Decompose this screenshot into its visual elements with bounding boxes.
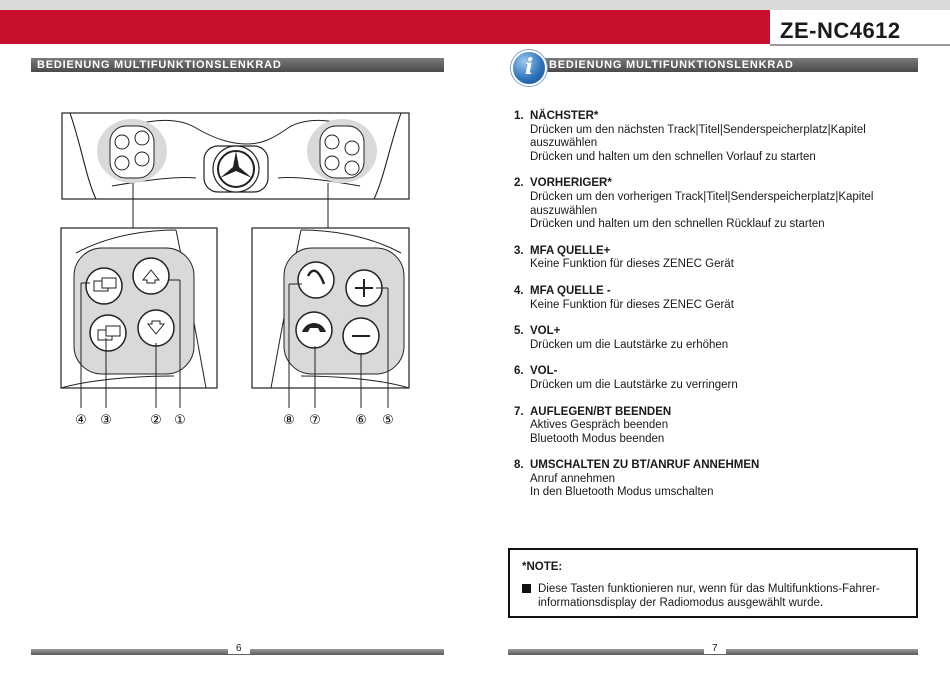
list-item: 5. VOL+ Drücken um die Lautstärke zu erhöhen [514, 325, 729, 351]
wheel-overview [62, 113, 409, 228]
note-text-line-1: Diese Tasten funktionieren nur, wenn für das Multifunktions-Fahrer- [538, 583, 880, 595]
note-box [508, 548, 918, 618]
top-bar [0, 0, 950, 10]
function-list [514, 110, 914, 513]
left-page-number: 6 [228, 643, 250, 654]
callout-5: ⑤ [382, 413, 394, 428]
answer-call-button [298, 262, 334, 298]
note-text-line-2: informationsdisplay der Radiomodus ausgewählt wurde. [538, 597, 824, 609]
header-rule [770, 44, 950, 46]
model-name: ZE-NC4612 [780, 18, 901, 43]
bullet-square-icon [522, 584, 531, 593]
header-red-band [0, 10, 770, 44]
list-item: 1. NÄCHSTER* Drücken um den nächsten Track|Titel|Senderspeicherplatz|Kapitel auszuwählen Drücken und halten um den schnellen Vorlauf zu starten [514, 110, 866, 163]
callout-2: ② [150, 413, 162, 428]
callout-3: ③ [100, 413, 112, 428]
list-item: 7. AUFLEGEN/BT BEENDEN Aktives Gespräch beenden Bluetooth Modus beenden [514, 405, 672, 445]
info-icon: i [511, 50, 547, 86]
callout-1: ① [174, 413, 186, 428]
list-item: 6. VOL- Drücken um die Lautstärke zu verringern [514, 365, 738, 391]
right-button-panel [252, 228, 409, 408]
right-page-number: 7 [704, 643, 726, 654]
left-section-title: BEDIENUNG MULTIFUNKTIONSLENKRAD [31, 58, 444, 72]
callout-6: ⑥ [355, 413, 367, 428]
callout-7: ⑦ [309, 413, 321, 428]
list-item: 2. VORHERIGER* Drücken um den vorherigen Track|Titel|Senderspeicherplatz|Kapitel auszuwählen Drücken und halten um den schnellen Rücklauf zu starten [514, 177, 874, 231]
callout-4: ④ [75, 413, 87, 428]
callout-8: ⑧ [283, 413, 295, 428]
list-item: 3. MFA QUELLE+ Keine Funktion für dieses ZENEC Gerät [514, 244, 734, 271]
list-item: 4. MFA QUELLE - Keine Funktion für dieses ZENEC Gerät [514, 284, 734, 311]
left-button-panel [61, 228, 217, 408]
end-call-button [296, 312, 332, 348]
note-title: *NOTE: [522, 561, 563, 573]
right-section-title: BEDIENUNG MULTIFUNKTIONSLENKRAD [543, 58, 918, 72]
header-red-angle [730, 10, 770, 44]
steering-wheel-diagram [56, 108, 426, 433]
list-item: 8. UMSCHALTEN ZU BT/ANRUF ANNEHMEN Anruf annehmen In den Bluetooth Modus umschalten [514, 459, 760, 499]
